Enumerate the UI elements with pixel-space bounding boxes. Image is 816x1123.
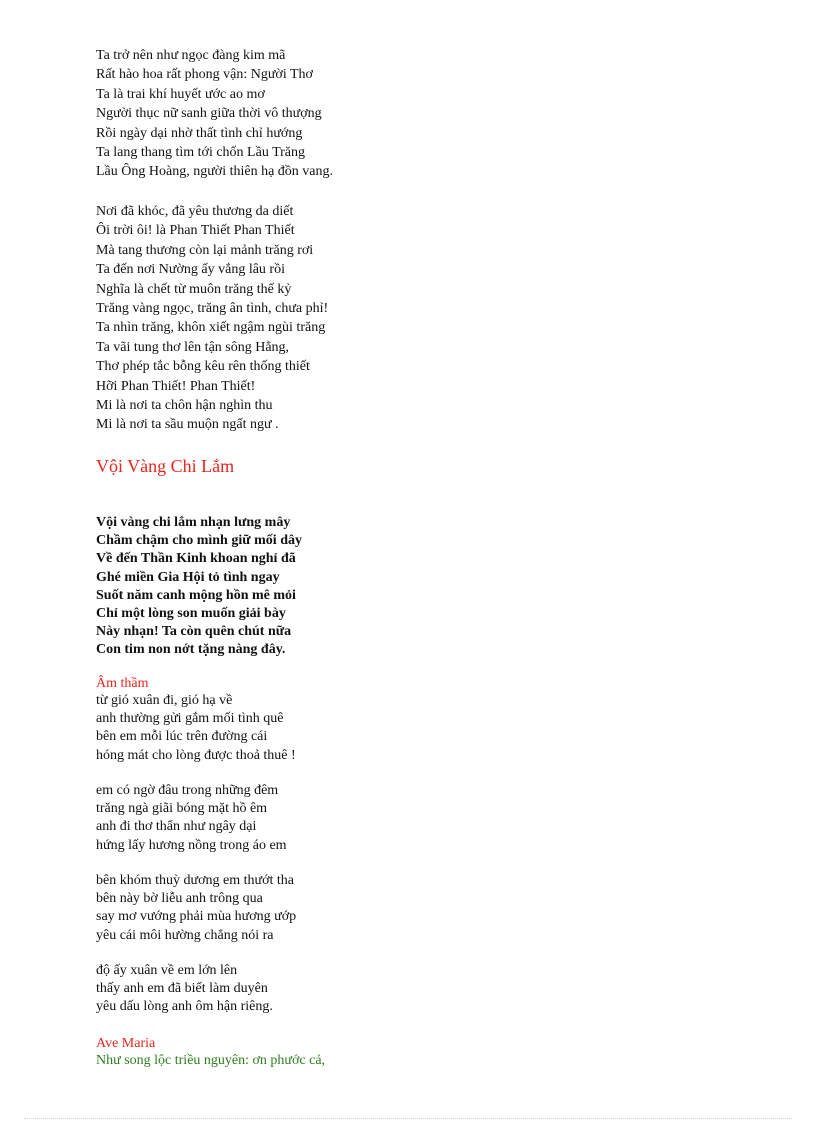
verse-line: Về đến Thần Kinh khoan nghỉ đã [96, 551, 296, 567]
verse-line: Người thục nữ sanh giữa thời vô thượng [96, 106, 322, 122]
verse-line: say mơ vướng phải mùa hương ướp [96, 909, 297, 925]
verse-line: Mi là nơi ta chôn hận nghìn thu [96, 397, 273, 413]
verse-line: Ta nhìn trăng, khôn xiết ngậm ngùi trăng [96, 320, 326, 336]
verse-line: Này nhạn! Ta còn quên chút nữa [96, 624, 292, 640]
verse-line: Ta lang thang tìm tới chốn Lầu Trăng [96, 144, 306, 160]
poem3-stanza4 [96, 962, 273, 1017]
poem-title: Vội Vàng Chi Lắm [96, 456, 235, 476]
verse-line: trăng ngà giãi bóng mặt hồ êm [96, 801, 268, 817]
verse-line: Lầu Ông Hoàng, người thiên hạ đồn vang. [96, 164, 334, 180]
verse-line: Ta đến nơi Nường ấy vắng lâu rồi [96, 262, 285, 278]
verse-line: Hỡi Phan Thiết! Phan Thiết! [96, 378, 256, 394]
verse-line: bên này bờ liễu anh trông qua [96, 891, 263, 907]
verse-line: Ôi trời ôi! là Phan Thiết Phan Thiết [96, 223, 295, 239]
verse-line: bên khóm thuỳ dương em thướt tha [96, 873, 294, 888]
poem3-stanza2 [96, 782, 287, 855]
poem3-stanza1 [96, 692, 296, 765]
verse-line: em có ngờ đâu trong những đêm [96, 783, 279, 798]
verse-line: anh thường gửi gắm mối tình quê [96, 711, 284, 727]
verse-line: yêu dấu lòng anh ôm hận riêng. [96, 999, 273, 1015]
verse-line: Nghĩa là chết từ muôn trăng thế kỷ [96, 281, 292, 297]
verse-line: yêu cái môi hường chẳng nói ra [96, 927, 274, 943]
poem3-stanza3 [96, 872, 296, 945]
verse-line: Mi là nơi ta sầu muộn ngất ngư . [96, 417, 279, 433]
verse-line: Mà tang thương còn lại mảnh trăng rơi [96, 242, 314, 258]
verse-line: Trăng vàng ngọc, trăng ân tình, chưa phỉ! [96, 300, 329, 316]
verse-line: thấy anh em đã biết làm duyên [96, 981, 268, 997]
verse-line: hóng mát cho lòng được thoả thuê ! [96, 747, 296, 763]
poem1-stanza2 [96, 202, 328, 435]
verse-line: anh đi thơ thẩn như ngây dại [96, 819, 257, 835]
verse-line: Ta là trai khí huyết ước ao mơ [96, 86, 265, 102]
verse-line: Ta trở nên như ngọc đàng kim mã [96, 48, 286, 63]
verse-line: Ta vãi tung thơ lên tận sông Hằng, [96, 339, 290, 355]
poem-title: Ave Maria [96, 1036, 156, 1051]
verse-line: Chầm chậm cho mình giữ mối dây [96, 533, 302, 549]
verse-line: Con tim non nớt tặng nàng đây. [96, 642, 286, 658]
verse-line: Suốt năm canh mộng hồn mê mỏi [96, 587, 296, 603]
verse-line: Chỉ một lòng son muốn giải bày [96, 605, 286, 621]
verse-line: hứng lấy hương nồng trong áo em [96, 837, 287, 853]
page-divider [24, 1118, 792, 1119]
verse-line: Nơi đã khóc, đã yêu thương da diết [96, 204, 294, 219]
verse-line: Như song lộc triều nguyên: ơn phước cả, [96, 1053, 326, 1068]
poem-title: Âm thầm [96, 676, 149, 691]
verse-line: Vội vàng chi lắm nhạn lưng mây [96, 515, 291, 530]
poem1-stanza1 [96, 46, 333, 182]
verse-line: Ghé miền Gia Hội tỏ tình ngay [96, 569, 280, 585]
verse-line: Thơ phép tắc bỗng kêu rên thống thiết [96, 359, 310, 375]
verse-line: từ gió xuân đi, gió hạ về [96, 693, 233, 708]
verse-line: bên em mỗi lúc trên đường cái [96, 729, 268, 745]
verse-line: độ ấy xuân về em lớn lên [96, 963, 238, 978]
verse-line: Rất hào hoa rất phong vận: Người Thơ [96, 67, 313, 83]
poem2-verse [96, 514, 302, 660]
verse-line: Rồi ngày dại nhờ thất tình chỉ hướng [96, 125, 303, 141]
